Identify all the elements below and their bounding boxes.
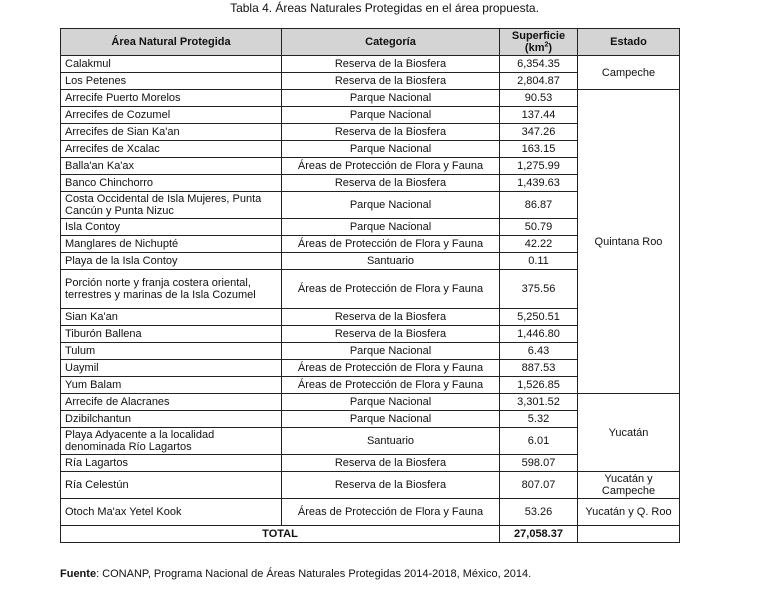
- estado-cell-yucatan: Yucatán: [578, 394, 680, 472]
- categoria-cell: Parque Nacional: [282, 107, 500, 124]
- area-cell: Los Petenes: [61, 73, 282, 90]
- area-cell: Yum Balam: [61, 377, 282, 394]
- area-cell: Arrecifes de Xcalac: [61, 141, 282, 158]
- categoria-cell: Parque Nacional: [282, 343, 500, 360]
- area-cell: Arrecife de Alacranes: [61, 394, 282, 411]
- area-cell: Arrecifes de Cozumel: [61, 107, 282, 124]
- area-cell: Ría Celestún: [61, 472, 282, 499]
- total-value: 27,058.37: [500, 526, 578, 543]
- categoria-cell: Reserva de la Biosfera: [282, 309, 500, 326]
- area-cell: Otoch Ma'ax Yetel Kook: [61, 499, 282, 526]
- superficie-cell: 163.15: [500, 141, 578, 158]
- area-cell: Porción norte y franja costera oriental, terrestres y marinas de la Isla Cozumel: [61, 270, 282, 309]
- superficie-cell: 6.01: [500, 428, 578, 455]
- categoria-cell: Reserva de la Biosfera: [282, 56, 500, 73]
- superficie-cell: 598.07: [500, 455, 578, 472]
- source-label: Fuente: [60, 568, 97, 580]
- superficie-cell: 53.26: [500, 499, 578, 526]
- area-cell: Costa Occidental de Isla Mujeres, Punta Cancún y Punta Nizuc: [61, 192, 282, 219]
- area-cell: Isla Contoy: [61, 219, 282, 236]
- categoria-cell: Santuario: [282, 428, 500, 455]
- superficie-cell: 5.32: [500, 411, 578, 428]
- header-superficie-exponent: 2: [544, 41, 549, 49]
- superficie-cell: 887.53: [500, 360, 578, 377]
- estado-cell-yucatan-campeche: Yucatán y Campeche: [578, 472, 680, 499]
- superficie-cell: 5,250.51: [500, 309, 578, 326]
- source-note: [60, 568, 531, 580]
- categoria-cell: Áreas de Protección de Flora y Fauna: [282, 158, 500, 175]
- categoria-cell: Reserva de la Biosfera: [282, 124, 500, 141]
- area-cell: Tiburón Ballena: [61, 326, 282, 343]
- superficie-cell: 375.56: [500, 270, 578, 309]
- table-row: [61, 472, 680, 499]
- categoria-cell: Parque Nacional: [282, 90, 500, 107]
- superficie-cell: 807.07: [500, 472, 578, 499]
- area-cell: Playa de la Isla Contoy: [61, 253, 282, 270]
- area-cell: Uaymil: [61, 360, 282, 377]
- superficie-cell: 3,301.52: [500, 394, 578, 411]
- superficie-cell: 1,446.80: [500, 326, 578, 343]
- area-cell: Arrecifes de Sian Ka'an: [61, 124, 282, 141]
- area-cell: Balla'an Ka'ax: [61, 158, 282, 175]
- superficie-cell: 1,275.99: [500, 158, 578, 175]
- area-cell: Dzibilchantun: [61, 411, 282, 428]
- area-cell: Banco Chinchorro: [61, 175, 282, 192]
- superficie-cell: 50.79: [500, 219, 578, 236]
- categoria-cell: Parque Nacional: [282, 141, 500, 158]
- estado-cell-quintana-roo: Quintana Roo: [578, 90, 680, 394]
- categoria-cell: Áreas de Protección de Flora y Fauna: [282, 499, 500, 526]
- header-superficie-text: Superficie (km: [511, 30, 566, 54]
- table-row: [61, 90, 680, 107]
- superficie-cell: 90.53: [500, 90, 578, 107]
- table-header-row: [61, 29, 680, 56]
- superficie-cell: 0.11: [500, 253, 578, 270]
- categoria-cell: Santuario: [282, 253, 500, 270]
- categoria-cell: Parque Nacional: [282, 192, 500, 219]
- header-estado: Estado: [578, 29, 680, 56]
- source-text: : CONANP, Programa Nacional de Áreas Naturales Protegidas 2014-2018, México, 2014.: [96, 568, 532, 580]
- categoria-cell: Parque Nacional: [282, 394, 500, 411]
- table-caption: Tabla 4. Áreas Naturales Protegidas en el área propuesta.: [230, 1, 539, 15]
- categoria-cell: Reserva de la Biosfera: [282, 326, 500, 343]
- superficie-cell: 347.26: [500, 124, 578, 141]
- categoria-cell: Parque Nacional: [282, 411, 500, 428]
- area-cell: Playa Adyacente a la localidad denominada Río Lagartos: [61, 428, 282, 455]
- header-categoria: Categoría: [282, 29, 500, 56]
- categoria-cell: Reserva de la Biosfera: [282, 472, 500, 499]
- area-cell: Ría Lagartos: [61, 455, 282, 472]
- categoria-cell: Reserva de la Biosfera: [282, 175, 500, 192]
- area-cell: Tulum: [61, 343, 282, 360]
- table-row: [61, 499, 680, 526]
- estado-cell-campeche: Campeche: [578, 56, 680, 90]
- area-cell: Arrecife Puerto Morelos: [61, 90, 282, 107]
- header-superficie: [500, 29, 578, 56]
- superficie-cell: 137.44: [500, 107, 578, 124]
- estado-cell-yucatan-qroo: Yucatán y Q. Roo: [578, 499, 680, 526]
- area-cell: Manglares de Nichupté: [61, 236, 282, 253]
- superficie-cell: 42.22: [500, 236, 578, 253]
- superficie-cell: 6.43: [500, 343, 578, 360]
- header-superficie-close: ): [548, 42, 553, 54]
- categoria-cell: Áreas de Protección de Flora y Fauna: [282, 270, 500, 309]
- total-row: [61, 526, 680, 543]
- header-area: Área Natural Protegida: [61, 29, 282, 56]
- categoria-cell: Áreas de Protección de Flora y Fauna: [282, 377, 500, 394]
- superficie-cell: 1,526.85: [500, 377, 578, 394]
- area-cell: Calakmul: [61, 56, 282, 73]
- categoria-cell: Reserva de la Biosfera: [282, 455, 500, 472]
- categoria-cell: Áreas de Protección de Flora y Fauna: [282, 236, 500, 253]
- categoria-cell: Parque Nacional: [282, 219, 500, 236]
- categoria-cell: Reserva de la Biosfera: [282, 73, 500, 90]
- superficie-cell: 1,439.63: [500, 175, 578, 192]
- area-cell: Sian Ka'an: [61, 309, 282, 326]
- protected-areas-table: [60, 28, 680, 543]
- table-row: [61, 394, 680, 411]
- categoria-cell: Áreas de Protección de Flora y Fauna: [282, 360, 500, 377]
- superficie-cell: 6,354.35: [500, 56, 578, 73]
- superficie-cell: 86.87: [500, 192, 578, 219]
- superficie-cell: 2,804.87: [500, 73, 578, 90]
- table-row: [61, 56, 680, 73]
- total-estado-empty: [578, 526, 680, 543]
- total-label: TOTAL: [61, 526, 500, 543]
